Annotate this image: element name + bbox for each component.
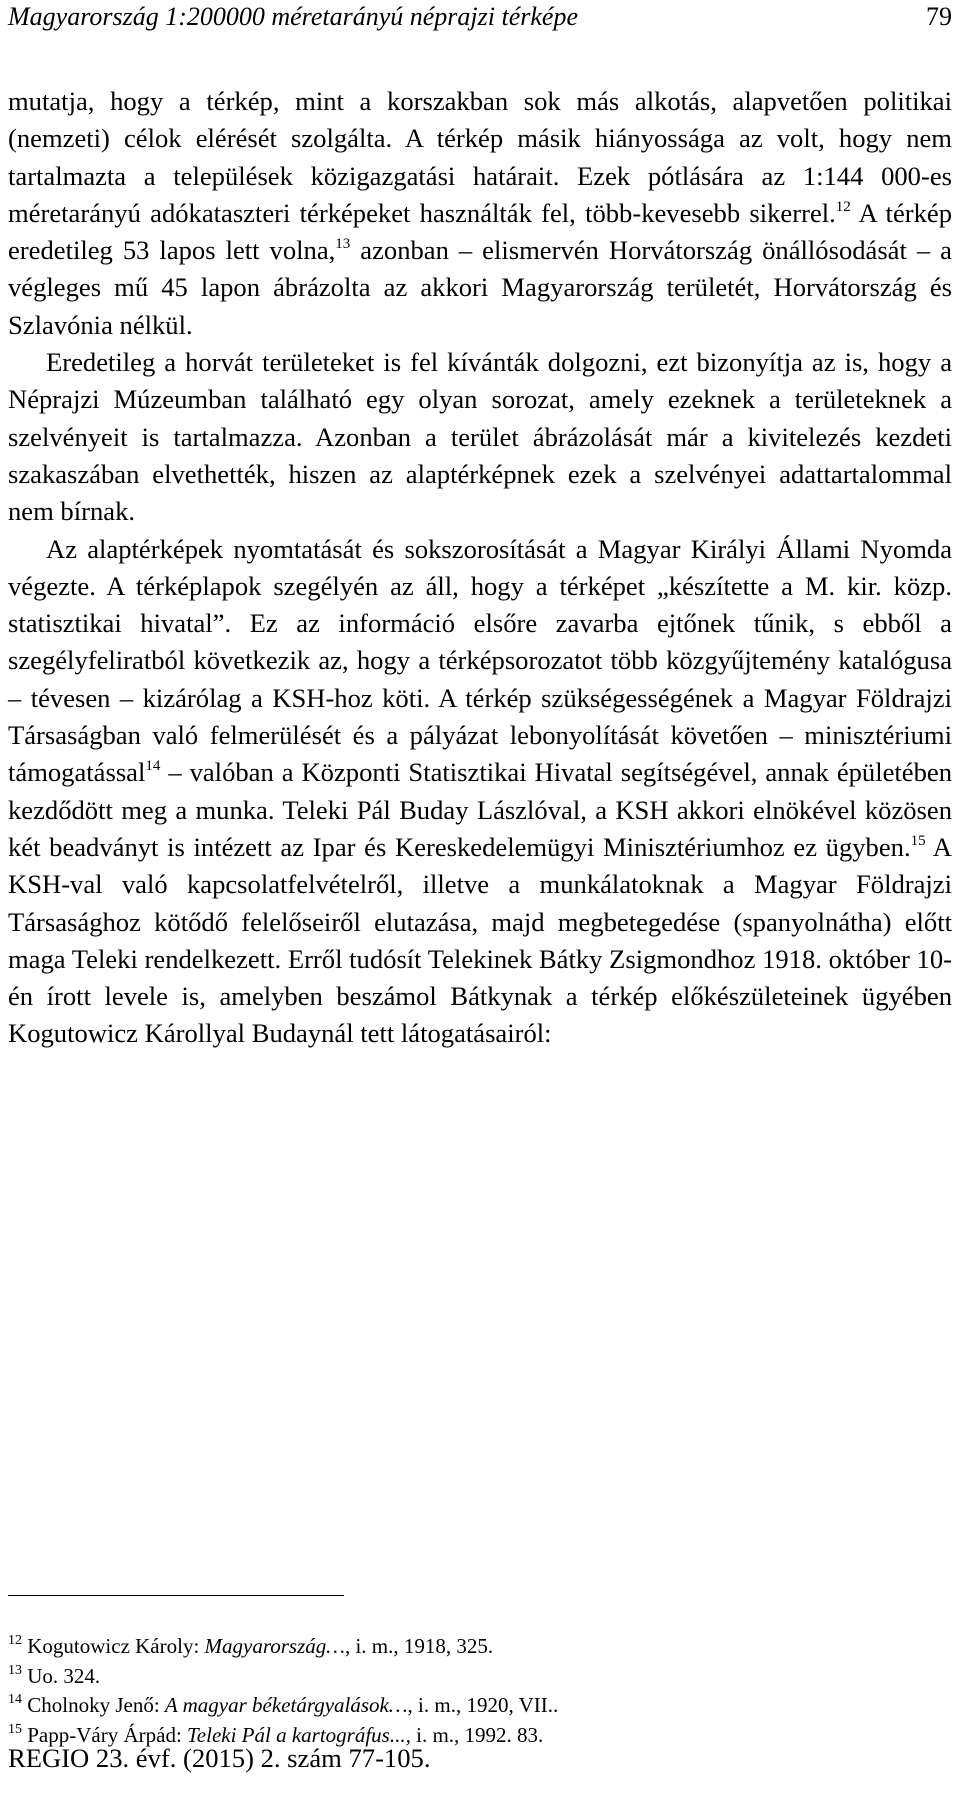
footnote-14: [8, 1691, 952, 1721]
footnote-rest: Uo. 324.: [27, 1663, 101, 1688]
footnote-number: 12: [8, 1633, 22, 1648]
footnote-title: Magyarország…: [204, 1634, 345, 1658]
footnote-rest: i. m., 1992. 83.: [410, 1722, 544, 1747]
paragraph-text: azonban – elismervén Horvátország önállósodását – a végleges mű 45 lapon ábrázolta az akkori Magyarország területét, Horvátország és Szlavónia nélkül.: [8, 235, 952, 340]
paragraph-3: [8, 531, 952, 1053]
page-number: 79: [926, 2, 952, 31]
footnote-number: 13: [8, 1662, 22, 1678]
paragraph-text: mutatja, hogy a térkép, mint a korszakban sok más alkotás, alapvetően politikai (nemzeti) célok elérését szolgálta. A térkép másik hiányossága az volt, hogy nem tartalmazta a települések közigazgatási határait. Ezek pótlására az 1:144 000-es méretarányú adókataszteri térképeket használták fel, több-kevesebb sikerrel.: [8, 86, 952, 228]
paragraph-text: A térkép eredetileg 53 lapos lett volna,: [8, 197, 953, 266]
body-text: [8, 83, 952, 1053]
footnote-number: 14: [8, 1692, 22, 1707]
footnote-separator: [8, 1595, 344, 1596]
running-header: [8, 2, 952, 32]
footnote-ref-15[interactable]: 15: [910, 832, 926, 849]
paragraph-text: Az alaptérképek nyomtatását és sokszorosítását a Magyar Királyi Állami Nyomda végezte. A térképlapok szegélyén az áll, hogy a térképet „készítette a M. kir. közp. statisztikai hivatal”. Ez az információ elsőre zavarba ejtőnek tűnik, s ebből a szegélyfeliratból következik az, hogy a térképsorozatot több közgyűjtemény katalógusa – tévesen – kizárólag a KSH-hoz köti. A térkép szükségességének a Magyar Földrajzi Társaságban való felmerülését és a pályázat lebonyolítását követően – minisztériumi támogatással: [8, 533, 952, 788]
paragraph-1: [8, 83, 952, 344]
footnote-author: Cholnoky Jenő:: [27, 1693, 165, 1717]
footnote-rest: , i. m., 1918, 325.: [344, 1634, 494, 1658]
footnote-number: 15: [8, 1721, 22, 1737]
running-title: Magyarország 1:200000 méretarányú néprajzi térképe: [8, 2, 578, 31]
paragraph-text: A KSH-val való kapcsolatfelvételről, illetve a munkálatoknak a Magyar Földrajzi Társasághoz kötődő felelőseiről elutazása, majd megbetegedése (spanyolnátha) előtt maga Teleki rendelkezett. Erről tudósít Telekinek Bátky Zsigmondhoz 1918. október 10-én írott levele is, amelyben beszámol Bátkynak a térkép előkészületeinek ügyében Kogutowicz Károllyal Budaynál tett látogatásairól:: [8, 831, 952, 1049]
footnote-author: Papp-Váry Árpád:: [27, 1722, 188, 1747]
footnote-ref-14[interactable]: 14: [145, 758, 161, 775]
footnote-ref-12[interactable]: 12: [835, 198, 851, 215]
footnote-12: [8, 1632, 952, 1662]
footnote-author: Kogutowicz Károly:: [27, 1634, 205, 1658]
footnotes: [8, 1632, 952, 1750]
footnote-13: [8, 1662, 952, 1692]
footnote-rest: , i. m., 1920, VII..: [407, 1693, 559, 1717]
footnote-title: A magyar béketárgyalások…: [164, 1693, 408, 1717]
footnote-title: Teleki Pál a kartográfus...,: [187, 1722, 411, 1747]
journal-citation: REGIO 23. évf. (2015) 2. szám 77-105.: [8, 1743, 431, 1773]
paragraph-text: – valóban a Központi Statisztikai Hivatal segítségével, annak épületében kezdődött meg a munka. Teleki Pál Buday Lászlóval, a KSH akkori elnökével közösen két beadványt is intézett az Ipar és Kereskedelemügyi Minisztériumhoz ez ügyben.: [8, 757, 952, 862]
paragraph-2: Eredetileg a horvát területeket is fel kívánták dolgozni, ezt bizonyítja az is, hogy a Néprajzi Múzeumban található egy olyan sorozat, amely ezeknek a területeknek a szelvényeit is tartalmazza. Azonban a terület ábrázolását már a kivitelezés kezdeti szakaszában elvethették, hiszen az alaptérképnek ezek a szelvényei adattartalommal nem bírnak.: [8, 347, 952, 527]
footnote-ref-13[interactable]: 13: [335, 236, 351, 253]
